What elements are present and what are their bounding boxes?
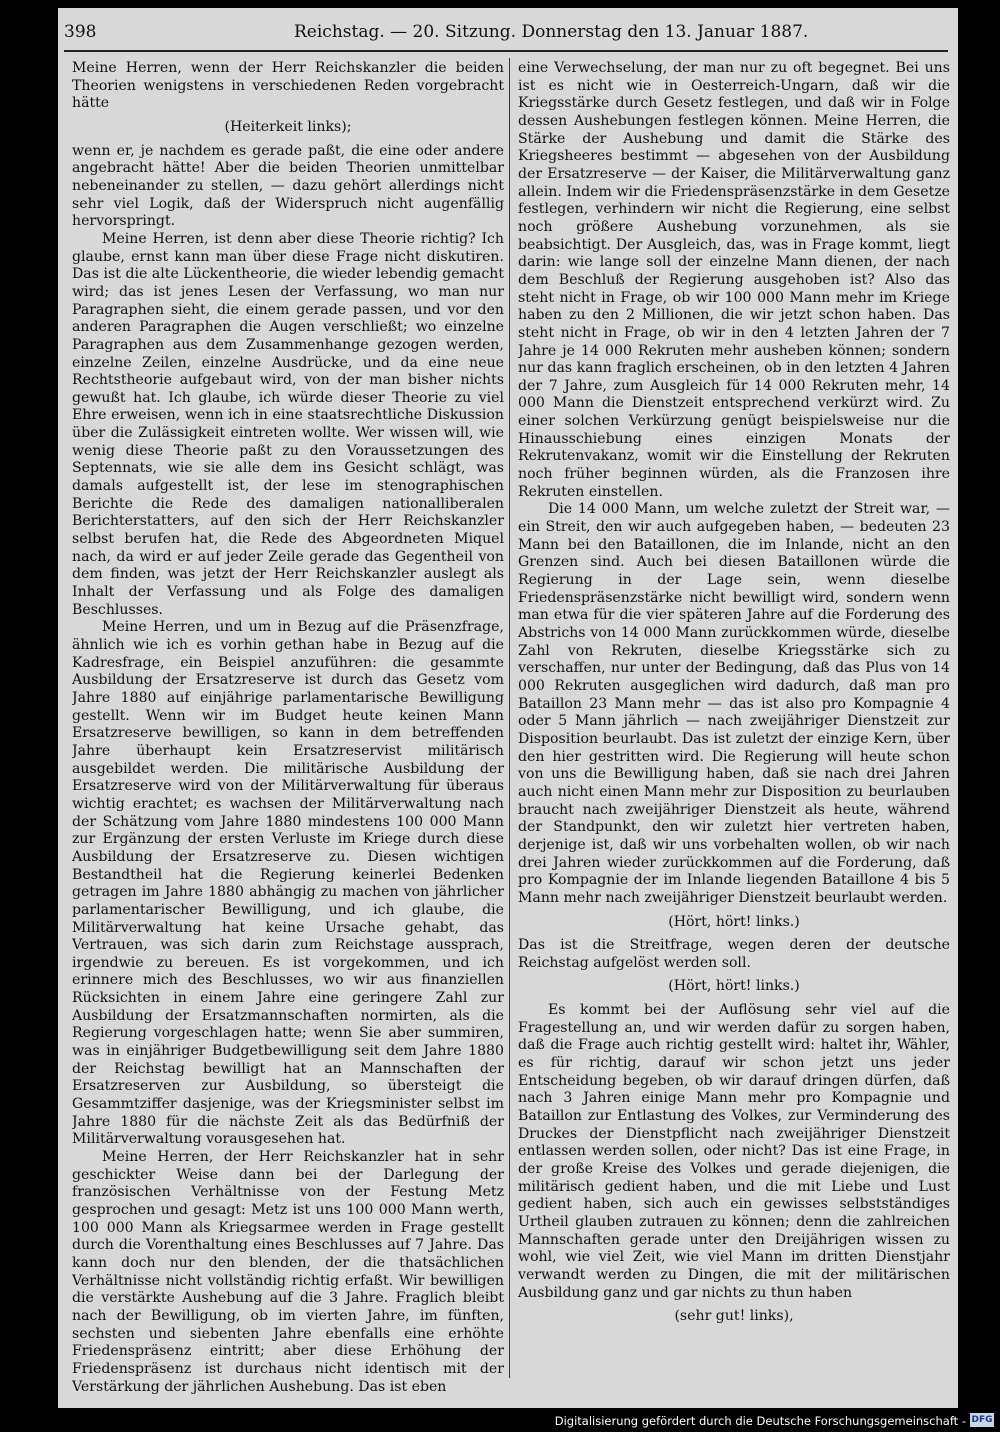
running-title: Reichstag. — 20. Sitzung. Donnerstag den 13. Januar 1887. — [294, 22, 809, 42]
page-header — [64, 14, 948, 52]
dfg-logo: DFG — [971, 1415, 993, 1425]
column-divider — [509, 58, 510, 1378]
paragraph: Meine Herren, der Herr Reichskanzler hat in sehr geschickter Weise dann bei der Darlegung der französischen Verhältnisse von der Festung Metz gesprochen und gesagt: Metz ist uns 100 000 Mann werth, 100 000 Mann als Kriegsarmee werden in Frage gestellt durch die Vorenthaltung eines Beschlusses auf 7 Jahre. Das kann doch nur den blenden, der die thatsächlichen Verhältnisse nicht vollständig richtig erfaßt. Wir bewilligen die verstärkte Aushebung auf die 3 Jahre. Fraglich bleibt nach der Bewilligung, ob im vierten Jahre, im fünften, sechsten und siebenten Jahre ebenfalls eine erhöhte Friedenspräsenz eintritt; aber diese Erhöhung der Friedenspräsenz ist durchaus nicht identisch mit der Verstärkung der jährlichen Aushebung. Das ist eben — [72, 1149, 504, 1395]
digitization-credit: Digitalisierung gefördert durch die Deutsche Forschungsgemeinschaft - — [554, 1414, 966, 1428]
paragraph: eine Verwechselung, der man nur zu oft begegnet. Bei uns ist es nicht wie in Oesterreich-Ungarn, daß wir die Kriegsstärke durch Gesetz festlegen, und daß wir in Folge dessen Aushebungen festlegen können. Meine Herren, die Stärke der Aushebung und damit die Stärke des Kriegsheeres bestimmt — abgesehen von der Ausbildung der Ersatzreserve — der Kaiser, die Militärverwaltung ganz allein. Indem wir die Friedenspräsenzstärke in dem Gesetze festlegen, verhindern wir nicht die Regierung, eine selbst noch größere Aushebung vorzunehmen, als sie beabsichtigt. Der Ausgleich, das, was in Frage kommt, liegt darin: wie lange soll der einzelne Mann dienen, der nach dem Beschluß der Regierung ausgehoben ist? Also das steht nicht in Frage, ob wir 100 000 Mann mehr im Kriege haben zu den 2 Millionen, die wir jetzt schon haben. Das steht nicht in Frage, ob wir in den 4 letzten Jahren der 7 Jahre je 14 000 Rekruten mehr ausheben können; sondern nur das kann fraglich erscheinen, ob in den letzten 4 Jahren der 7 Jahre, zum Ausgleich für 14 000 Rekruten mehr, 14 000 Mann die Dienstzeit entsprechend verkürzt wird. Zu einer solchen Verkürzung genügt beispielsweise nur die Hinausschiebung eines einzigen Monats der Rekrutenvakanz, womit wir die Einstellung der Rekruten noch früher beginnen würden, als die Franzosen ihre Rekruten einstellen. — [518, 60, 950, 500]
interjection: (Hört, hört! links.) — [668, 913, 800, 930]
interjection: (sehr gut! links), — [674, 1308, 794, 1325]
paragraph: Es kommt bei der Auflösung sehr viel auf die Fragestellung an, und wir werden dafür zu sorgen haben, daß die Frage auch richtig gestellt wird: haltet ihr, Wähler, es für richtig, darauf wir schon jetzt uns jeder Entscheidung begeben, ob wir darauf dringen dürfen, daß nach 3 Jahren einige Mann mehr pro Kompagnie und Bataillon zur Entlastung des Volkes, zur Verminderung des Druckes der Dienstpflicht nach zweijähriger Dienstzeit entlassen werden sollen, oder nicht? Das ist eine Frage, in der große Kreise des Volkes und gerade diejenigen, die militärisch gedient haben, und die mit Liebe und Lust gedient haben, sich auch ein gewisses selbstständiges Urtheil glauben zutrauen zu können; denn die zahlreichen Mannschaften gerade unter den Dreijährigen wissen zu wohl, wie viel Zeit, wie viel Mann im dritten Dienstjahr verwandt werden zu Dingen, die mit der militärischen Ausbildung ganz und gar nichts zu thun haben — [518, 1002, 950, 1301]
interjection: (Heiterkeit links); — [224, 118, 352, 135]
paragraph: wenn er, je nachdem es gerade paßt, die eine oder andere angebracht hätte! Aber die beiden Theorien unmittelbar nebeneinander zu stellen, — dazu gehört allerdings nicht sehr viel Logik, daß der Widerspruch nicht augenfällig hervorspringt. — [72, 142, 504, 230]
page-number: 398 — [64, 22, 97, 42]
paragraph: Meine Herren, ist denn aber diese Theorie richtig? Ich glaube, ernst kann man über diese Frage nicht diskutiren. Das ist die alte Lückentheorie, die wieder lebendig gemacht wird; das ist jenes Lesen der Verfassung, wo man nur Paragraphen sieht, die einem gerade passen, und vor den anderen Paragraphen die Augen verschließt; wo einzelne Paragraphen aus dem Zusammenhange gezogen werden, einzelne Zeilen, einzelne Ausdrücke, und da eine neue Rechtstheorie aufgebaut wird, von der man bisher nichts gewußt hat. Ich glaube, ich würde dieser Theorie zu viel Ehre erweisen, wenn ich in eine staatsrechtliche Diskussion über die Zulässigkeit eintreten wollte. Wer wissen will, wie wenig diese Theorie paßt zu den Voraussetzungen des Septennats, wie sie alle dem ins Gesicht schlägt, was damals aufgestellt ist, der lese im stenographischen Berichte die Rede des damaligen nationalliberalen Berichterstatters, auf den sich der Herr Reichskanzler selbst berufen hat, die Rede des Abgeordneten Miquel nach, da wird er auf jeder Zeile gerade das Gegentheil von dem finden, was jetzt der Herr Reichskanzler auslegt als Inhalt der Verfassung und als Folge des damaligen Beschlusses. — [72, 230, 504, 618]
interjection: (Hört, hört! links.) — [668, 978, 800, 995]
left-column — [72, 60, 504, 1396]
paragraph: Meine Herren, und um in Bezug auf die Präsenzfrage, ähnlich wie ich es vorhin gethan habe in Bezug auf die Kadresfrage, ein Beispiel anzuführen: die gesammte Ausbildung der Ersatzreserve ist durch das Gesetz vom Jahre 1880 auf einjährige parlamentarische Bewilligung gestellt. Wenn wir im Budget heute keinen Mann Ersatzreserve bewilligen, so kann in dem betreffenden Jahre überhaupt kein Ersatzreservist militärisch ausgebildet werden. Die militärische Ausbildung der Ersatzreserve wird von der Militärverwaltung für überaus wichtig erachtet; es wachsen der Militärverwaltung nach der Schätzung vom Jahre 1880 mindestens 100 000 Mann zur Ergänzung der ersten Verluste im Kriege durch diese Ausbildung der Ersatzreserve zu. Diesen wichtigen Bestandtheil hat die Regierung keinerlei Bedenken getragen im Jahre 1880 abhängig zu machen von jährlicher parlamentarischer Bewilligung, und ich glaube, die Militärverwaltung hat keine Ursache gehabt, das Vertrauen, was sich darin zum Reichstage aussprach, irgendwie zu bereuen. Es ist vorgekommen, und ich erinnere mich des Beschlusses, wo wir aus finanziellen Rücksichten in einem Jahre eine geringere Zahl zur Ausbildung der Ersatzmannschaften normirten, als die Regierung vorgeschlagen hatte; wenn Sie aber summiren, was in einjähriger Budgetbewilligung seit dem Jahre 1880 der Reichstag bewilligt hat an Mannschaften der Ersatzreserven zur Ausbildung, so übersteigt die Gesammtziffer dasjenige, was der Kriegsminister selbst im Jahre 1880 für die nächste Zeit als das Bedürfniß der Militärverwaltung vorausgesehen hat. — [72, 619, 504, 1148]
paragraph: Das ist die Streitfrage, wegen deren der deutsche Reichstag aufgelöst werden soll. — [518, 937, 950, 971]
scanned-page — [58, 8, 958, 1408]
paragraph: Die 14 000 Mann, um welche zuletzt der Streit war, — ein Streit, den wir auch aufgegeben haben, — bedeuten 23 Mann bei den Bataillonen, die im Inlande, nicht an den Grenzen sind. Auch bei diesen Bataillonen würde die Regierung in der Lage sein, wenn dieselbe Friedenspräsenzstärke nicht bewilligt wird, sondern wenn man etwa für die vier späteren Jahre auf die Forderung des Abstrichs von 14 000 Mann zurückkommen würde, dieselbe Zahl von Rekruten, dieselbe Kriegsstärke sich zu verschaffen, nur unter der Bedingung, daß das Plus von 14 000 Rekruten ausgeglichen wird dadurch, daß man pro Bataillon 23 Mann mehr — das ist also pro Kompagnie 4 oder 5 Mann jährlich — nach zweijähriger Dienstzeit zur Disposition beurlaubt. Das ist zuletzt der einzige Kern, über den hier gestritten wird. Die Regierung will heute schon von uns die Bewilligung haben, daß sie nach drei Jahren auch nicht einen Mann mehr zur Disposition zu beurlauben braucht nach zweijähriger Dienstzeit als heute, während der Standpunkt, den wir zuletzt hier vertreten haben, derjenige ist, daß wir uns vorbehalten wollen, ob wir nach drei Jahren wieder zurückkommen auf die Forderung, daß pro Kompagnie der im Inlande liegenden Bataillone 4 bis 5 Mann mehr nach zweijähriger Dienstzeit beurlaubt werden. — [518, 501, 950, 906]
right-column — [518, 60, 950, 1332]
paragraph: Meine Herren, wenn der Herr Reichskanzler die beiden Theorien wenigstens in verschiedenen Reden vorgebracht hätte — [72, 60, 504, 112]
